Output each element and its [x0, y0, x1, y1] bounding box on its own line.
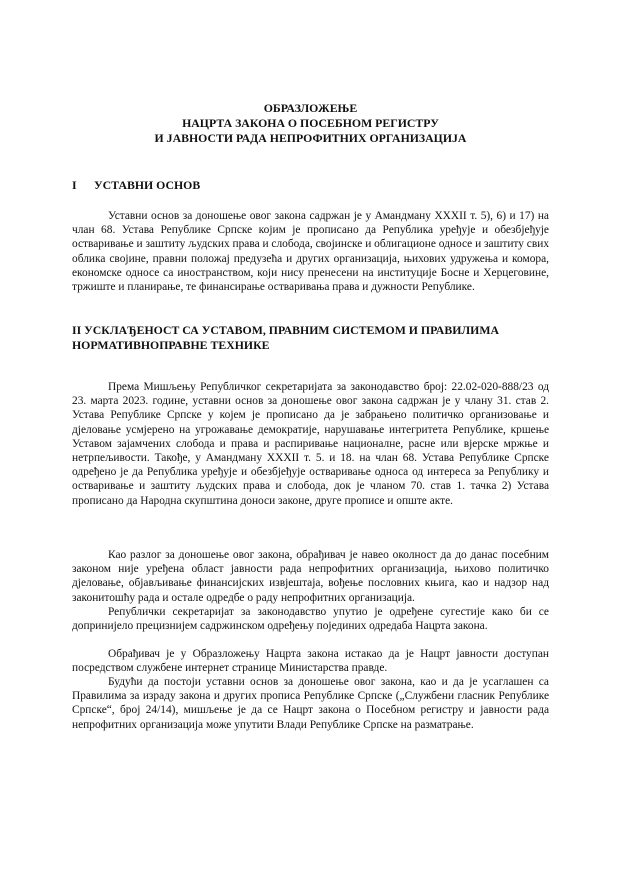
- section-1-heading-text: УСТАВНИ ОСНОВ: [94, 178, 201, 192]
- section-2-paragraph-3: Републички секретаријат за законодавство упутио је одређене сугестије како би се допринијело прецизнијем садржинском одређењу појединих одредаба Нацрта закона.: [72, 606, 549, 633]
- section-2-paragraph-1: Према Мишљењу Републичког секретаријата за законодавство број: 22.02-020-888/23 од 23. марта 2023. године, уставни основ за доношење овог закона садржан је у члану 31. став 2. Устава Републике Српске у којем је прописано да је забрањено политичко организовање и дјеловање усмјерено на угрожавање демократије, нарушавање интегритета Републике, кршење Уставом зајамчених слобода и права и распиривање националне, расне или вјерске мржње и нетрпељивости. Такође, у Амандману XXXII т. 5. и 18. на члан 68. Устава Републике Српске одређено је да Република уређује и обезбјеђује остваривање односа од интереса за Републику и остваривање и заштиту људских права и слобода, док је чланом 70. став 1. тачка 2) Устава прописано да Народна скупштина доноси законе, друге прописе и опште акте.: [72, 381, 549, 507]
- document-title-line-2: НАЦРТА ЗАКОНА О ПОСЕБНОМ РЕГИСТРУ: [182, 116, 439, 130]
- section-2-heading: II УСКЛАЂЕНОСТ СА УСТАВОМ, ПРАВНИМ СИСТЕМОМ И ПРАВИЛИМА НОРМАТИВНОПРАВНЕ ТЕХНИКЕ: [72, 323, 499, 352]
- section-1-paragraph: Уставни основ за доношење овог закона садржан је у Амандману XXXII т. 5), 6) и 17) на члан 68. Устава Републике Српске којим је прописано да Република уређује и обезбјеђује остваривање и заштиту људских права и слобода, својинске и облигационе односе и заштиту свих облика својине, правни положај предузећа и других организација, њихових удружења и комора, економске односе са иностранством, који нису пренесени на институције Босне и Херцеговине, тржиште и планирање, те финансирање остваривања права и дужности Републике.: [72, 210, 550, 294]
- section-2-paragraph-5: Будући да постоји уставни основ за доношење овог закона, као и да је усаглашен са Правилима за израду закона и других прописа Републике Српске („Службени гласник Републике Српске“, број 24/14), мишљење је да се Нацрт закона о Посебном регистру и јавности рада непрофитних организација може упутити Влади Републике Српске на разматрање.: [72, 676, 549, 731]
- section-1-number: I: [72, 178, 77, 192]
- section-2-paragraph-2: Као разлог за доношење овог закона, обрађивач је навео околност да до данас посебним законом није уређена област јавности рада непрофитних организација, њихово политичко дјеловање, објављивање финансијских извјештаја, вођење пословних књига, као и надзор над законитошћу рада и остале одредбе о раду непрофитних организација.: [72, 549, 549, 604]
- document-title-line-3: И ЈАВНОСТИ РАДА НЕПРОФИТНИХ ОРГАНИЗАЦИЈА: [154, 131, 467, 145]
- section-2-paragraph-4: Обрађивач је у Образложењу Нацрта закона истакао да је Нацрт јавности доступан посредством службене интернет странице Министарства правде.: [72, 648, 549, 675]
- document-title-line-1: ОБРАЗЛОЖЕЊЕ: [263, 101, 358, 115]
- section-1-heading: [72, 178, 552, 193]
